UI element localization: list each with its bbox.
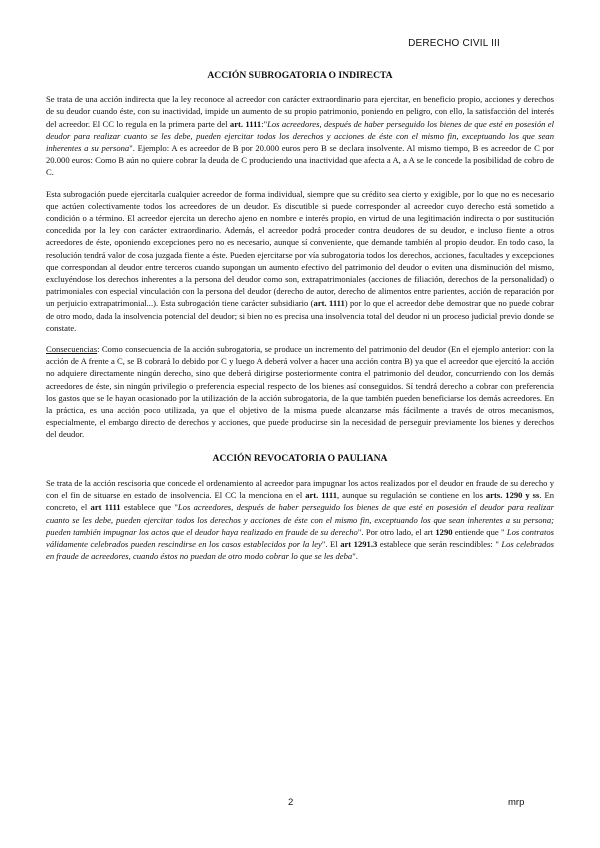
- author-initials: mrp: [508, 797, 525, 808]
- page-header: DERECHO CIVIL III: [408, 38, 500, 49]
- page-number: 2: [288, 797, 294, 808]
- paragraph-ejercicio: Esta subrogación puede ejercitarla cualquier acreedor de forma individual, siempre que su crédito sea cierto y exigible, por lo que no es necesario que actúen colectivamente todos los acreedores de un deudor. Es discutible si puede corresponder al acreedor cuyo derecho está sometido a condición o a término. El acreedor ejercita un derecho ajeno en nombre e interés propio, en virtud de una legitimación indirecta o por sustitución concedida por la ley con carácter extraordinario. Además, el acreedor podrá proceder contra deudores de su deudor, e incluso fiente a otros acreedores de éste, oponiendo excepciones pero no es necesario, aunque sí conveniente, que demande también al propio deudor. En todo caso, la resolución tendrá valor de cosa juzgada fiente a éste. Pueden ejercitarse por vía subrogatoria todos los derechos, acciones, facultades y excepciones que correspondan al deudor entre terceros cuando supongan un aumento efectivo del patrimonio del deudor o eviten una disminución del mismo, excluyéndose los derechos inherentes a la persona del deudor como son, extrapatrimoniales (acciones de filiación, derechos de la personalidad) o patrimoniales con especial vinculación con la persona del deudor (derecho de autor, derecho de alimentos entre parientes, acción de reparación por un perjuicio extrapatrimonial...). Esta subrogación tiene carácter subsidiario (art. 1111) por lo que el acreedor debe demostrar que no puede cobrar de otro modo, dada la insolvencia potencial del deudor; si bien no es precisa una insolvencia total del deudor ni un proceso judicial previo donde se constate.: [46, 188, 554, 333]
- paragraph-definition: Se trata de una acción indirecta que la ley reconoce al acreedor con carácter extraordinario para ejercitar, en beneficio propio, acciones y derechos de su deudor cuando éste, con su inactividad, impide un aumento de su propio patrimonio, poniendo en peligro, con ello, la satisfacción del interés del acreedor. El CC lo regula en la primera parte del art. 1111:"Los acreedores, después de haber perseguido los bienes de que esté en posesión el deudor para realizar cuanto se les debe, pueden ejercitar todos los derechos y acciones de éste con el mismo fin, exceptuando los que sean inherentes a su persona". Ejemplo: A es acreedor de B por 20.000 euros pero B se declara insolvente. Al mismo tiempo, B es acreedor de C por 20.000 euros: Como B aún no quiere cobrar la deuda de C produciendo una inactividad que afecta a A, a A se le concede la posibilidad de cobro de C.: [46, 94, 554, 178]
- consecuencias-label: Consecuencias: [46, 344, 98, 355]
- section-title-pauliana: ACCIÓN REVOCATORIA O PAULIANA: [212, 452, 388, 464]
- paragraph-consecuencias: Consecuencias: Como consecuencia de la acción subrogatoria, se produce un incremento del patrimonio del deudor (En el ejemplo anterior: con la acción de A frente a C, se B cobrará lo debido por C y luego A deberá volver a hacer una acción contra B) ya que el acreedor que ejercitó la acción no adquiere directamente ningún derecho, sino que deberá dirigirse posteriormente contra el patrimonio del deudor, concurriendo con los demás acreedores de éste, sin ningún privilegio o preferencia especial respecto de los bienes así conseguidos. Sí tendrá derecho a cobrar con preferencia los gastos que se le hayan ocasionado por la utilización de la acción subrogatoria, de la que también pueden beneficiarse los demás acreedores. En la práctica, es una acción poco utilizada, ya que el objetivo de la misma puede alcanzarse más fácilmente a través de otros mecanismos, especialmente, el embargo directo de derechos y acciones, que puede producirse sin la necesidad de perseguir previamente los bienes y derechos del deudor.: [46, 344, 554, 440]
- paragraph-pauliana: Se trata de la acción rescisoria que concede el ordenamiento al acreedor para impugnar los actos realizados por el deudor en fraude de su derecho y con el fin de situarse en estado de insolvencia. El CC la menciona en el art. 1111, aunque su regulación se contiene en los arts. 1290 y ss. En concreto, el art 1111 establece que "Los acreedores, después de haber perseguido los bienes de que esté en posesión el deudor para realizar cuanto se les debe, pueden ejercitar todos los derechos y acciones de éste con el mismo fin, exceptuando los que sean inherentes a su persona; pueden también impugnar los actos que el deudor haya realizado en fraude de su derecho". Por otro lado, el art 1290 entiende que " Los contratos válidamente celebrados pueden rescindirse en los casos establecidos por la ley". El art 1291.3 establece que serán rescindibles: " Los celebrados en fraude de acreedores, cuando éstos no puedan de otro modo cobrar lo que se les deba".: [46, 477, 555, 562]
- section-title-subrogatoria: ACCIÓN SUBROGATORIA O INDIRECTA: [207, 70, 393, 81]
- document-body: [46, 70, 554, 571]
